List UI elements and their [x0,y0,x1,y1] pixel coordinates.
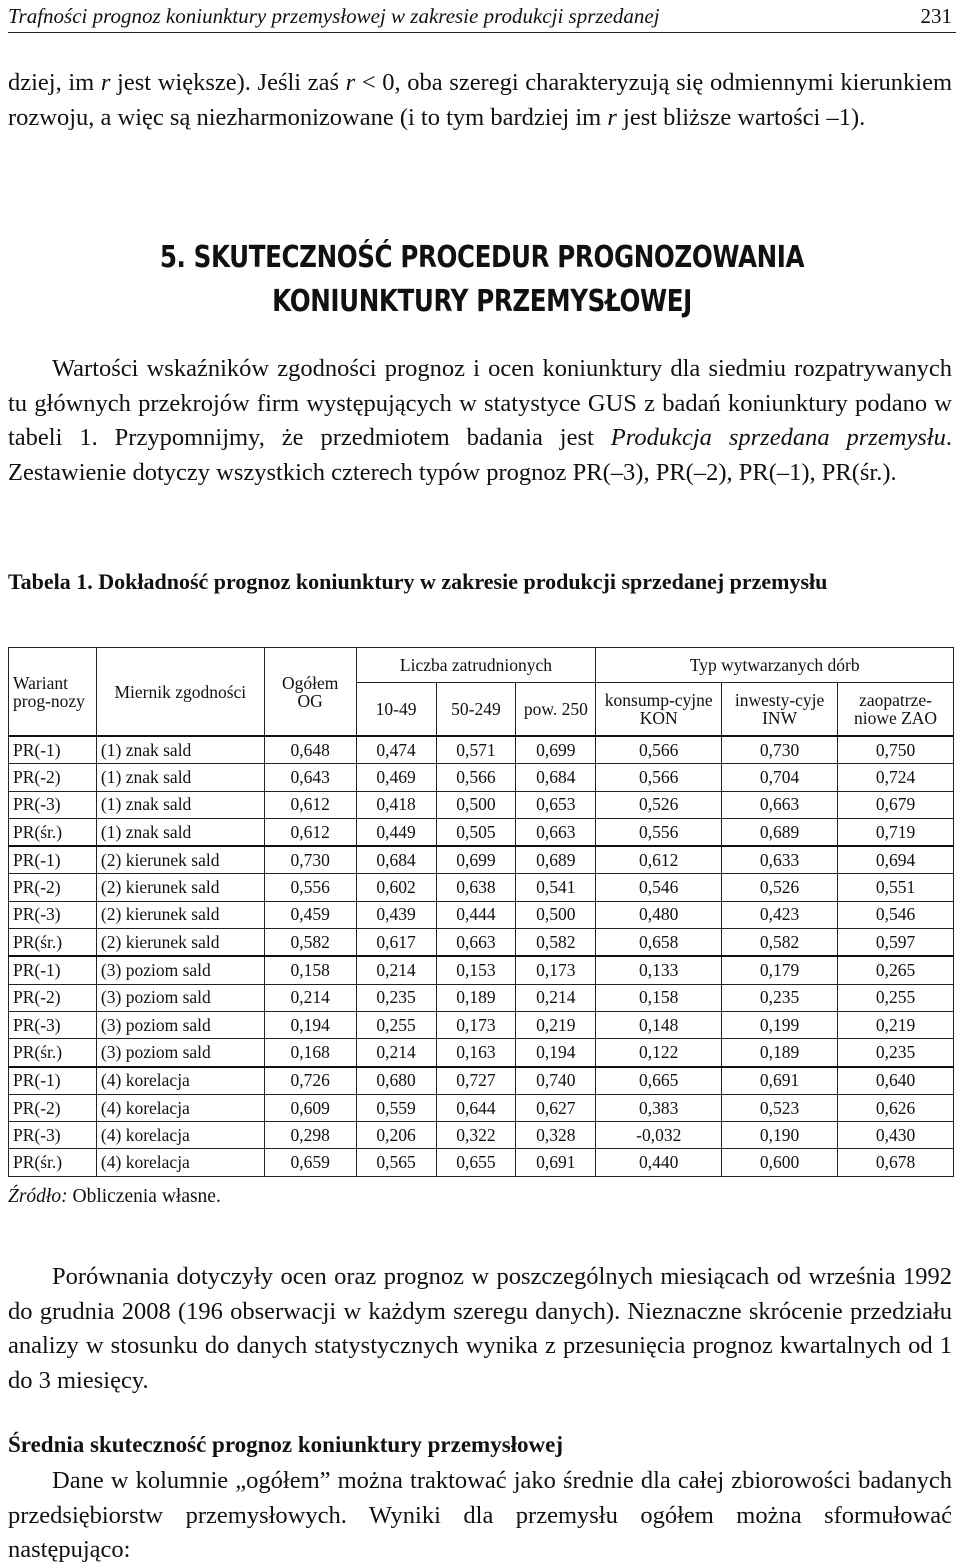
intro-text-4: jest bliższe wartości –1). [616,103,866,131]
cell-zao: 0,694 [838,846,954,874]
intro-paragraph [8,66,952,135]
para2-italic: Produkcja sprzedana przemysłu [610,424,946,451]
cell-variant: PR(-3) [9,1122,97,1149]
cell-emp-50-249: 0,153 [436,956,516,984]
cell-measure: (2) kierunek sald [96,901,264,928]
page-number: 231 [920,4,952,28]
cell-emp-250: 0,582 [516,929,596,957]
table-row [9,1122,954,1149]
header-variant: Wariant prog-nozy [9,648,97,737]
body-paragraph-table-intro [8,352,952,490]
table-body [9,736,954,1176]
cell-emp-10-49: 0,214 [356,1039,436,1067]
table-row [9,1039,954,1067]
cell-emp-10-49: 0,684 [356,846,436,874]
cell-emp-50-249: 0,444 [436,901,516,928]
cell-kon: 0,526 [596,791,722,818]
cell-variant: PR(-2) [9,764,97,791]
cell-zao: 0,597 [838,929,954,957]
cell-variant: PR(śr.) [9,929,97,957]
table-row [9,736,954,764]
cell-measure: (1) znak sald [96,764,264,791]
para2-text-2: . Zestawienie dotyczy wszystkich czterech typów prognoz PR(–3), PR(–2), PR(–1), PR(śr.). [8,424,952,486]
cell-inw: 0,704 [722,764,838,791]
cell-kon: 0,158 [596,984,722,1011]
cell-emp-10-49: 0,206 [356,1122,436,1149]
cell-kon: -0,032 [596,1122,722,1149]
accuracy-table [8,647,954,1177]
cell-emp-250: 0,194 [516,1039,596,1067]
cell-zao: 0,551 [838,874,954,901]
table-row [9,1094,954,1121]
cell-inw: 0,600 [722,1149,838,1176]
cell-kon: 0,480 [596,901,722,928]
cell-emp-50-249: 0,189 [436,984,516,1011]
cell-emp-250: 0,699 [516,736,596,764]
intro-text-1: dziej, im [8,69,101,96]
cell-total: 0,609 [264,1094,356,1121]
table-row [9,956,954,984]
cell-emp-10-49: 0,680 [356,1067,436,1095]
cell-total: 0,612 [264,818,356,846]
cell-inw: 0,633 [722,846,838,874]
cell-emp-250: 0,173 [516,956,596,984]
header-emp-250: pow. 250 [516,683,596,737]
cell-emp-10-49: 0,617 [356,929,436,957]
cell-emp-50-249: 0,322 [436,1122,516,1149]
header-measure: Miernik zgodności [96,648,264,737]
cell-kon: 0,383 [596,1094,722,1121]
subsection-heading: Średnia skuteczność prognoz koniunktury przemysłowej [8,1432,564,1457]
cell-measure: (3) poziom sald [96,984,264,1011]
cell-zao: 0,430 [838,1122,954,1149]
cell-inw: 0,730 [722,736,838,764]
cell-zao: 0,235 [838,1039,954,1067]
cell-emp-250: 0,500 [516,901,596,928]
cell-measure: (3) poziom sald [96,1011,264,1038]
cell-zao: 0,679 [838,791,954,818]
cell-measure: (2) kierunek sald [96,929,264,957]
cell-zao: 0,626 [838,1094,954,1121]
cell-zao: 0,546 [838,901,954,928]
cell-emp-10-49: 0,602 [356,874,436,901]
cell-inw: 0,423 [722,901,838,928]
cell-emp-10-49: 0,439 [356,901,436,928]
body-paragraph-period: Porównania dotyczyły ocen oraz prognoz w poszczególnych miesiącach od września 1992 do grudnia 2008 (196 obserwacji w każdym szeregu danych). Nieznaczne skrócenie przedziału analizy w stosunku do danych statystycznych wynika z przesunięcia prognoz kwartalnych od 1 do 3 miesięcy. [8,1263,952,1394]
cell-zao: 0,724 [838,764,954,791]
cell-variant: PR(-1) [9,956,97,984]
intro-text-2: jest większe). Jeśli zaś [110,69,346,96]
cell-emp-250: 0,541 [516,874,596,901]
section-heading-line-2: KONIUNKTURY PRZEMYSŁOWEJ [272,284,692,319]
cell-zao: 0,219 [838,1011,954,1038]
cell-total: 0,556 [264,874,356,901]
cell-inw: 0,189 [722,1039,838,1067]
cell-inw: 0,663 [722,791,838,818]
intro-var-r-2: r [345,69,356,96]
cell-variant: PR(śr.) [9,818,97,846]
source-label: Źródło: [8,1186,68,1207]
cell-total: 0,298 [264,1122,356,1149]
cell-total: 0,648 [264,736,356,764]
running-header [8,2,956,33]
cell-emp-250: 0,663 [516,818,596,846]
cell-zao: 0,719 [838,818,954,846]
cell-variant: PR(-1) [9,1067,97,1095]
table-row [9,1067,954,1095]
cell-total: 0,730 [264,846,356,874]
cell-zao: 0,255 [838,984,954,1011]
cell-emp-50-249: 0,644 [436,1094,516,1121]
cell-variant: PR(-3) [9,901,97,928]
intro-var-r-3: r [607,103,617,131]
table-source [8,1186,221,1208]
cell-emp-250: 0,691 [516,1149,596,1176]
cell-emp-50-249: 0,505 [436,818,516,846]
cell-inw: 0,691 [722,1067,838,1095]
cell-emp-50-249: 0,500 [436,791,516,818]
intro-var-r-1: r [100,69,111,96]
cell-variant: PR(-2) [9,984,97,1011]
cell-emp-50-249: 0,566 [436,764,516,791]
cell-kon: 0,148 [596,1011,722,1038]
header-emp-10-49: 10-49 [356,683,436,737]
cell-variant: PR(-1) [9,846,97,874]
cell-emp-250: 0,740 [516,1067,596,1095]
header-inw: inwesty-cyje INW [722,683,838,737]
cell-emp-250: 0,214 [516,984,596,1011]
cell-inw: 0,190 [722,1122,838,1149]
cell-kon: 0,122 [596,1039,722,1067]
header-employment-group: Liczba zatrudnionych [356,648,596,683]
cell-emp-250: 0,689 [516,846,596,874]
cell-kon: 0,546 [596,874,722,901]
table-row [9,764,954,791]
cell-emp-250: 0,653 [516,791,596,818]
section-heading-line-1: 5. SKUTECZNOŚĆ PROCEDUR PROGNOZOWANIA [159,240,805,275]
table-row [9,1011,954,1038]
cell-inw: 0,235 [722,984,838,1011]
cell-emp-250: 0,328 [516,1122,596,1149]
header-kon: konsump-cyjne KON [596,683,722,737]
cell-kon: 0,566 [596,736,722,764]
table-row [9,929,954,957]
cell-emp-10-49: 0,474 [356,736,436,764]
cell-emp-10-49: 0,235 [356,984,436,1011]
cell-total: 0,194 [264,1011,356,1038]
cell-variant: PR(-3) [9,1011,97,1038]
table-row [9,984,954,1011]
cell-emp-10-49: 0,255 [356,1011,436,1038]
cell-total: 0,643 [264,764,356,791]
cell-emp-50-249: 0,173 [436,1011,516,1038]
cell-measure: (3) poziom sald [96,956,264,984]
cell-emp-50-249: 0,163 [436,1039,516,1067]
cell-total: 0,612 [264,791,356,818]
cell-measure: (1) znak sald [96,791,264,818]
cell-inw: 0,179 [722,956,838,984]
source-text: Obliczenia własne. [67,1186,221,1207]
cell-variant: PR(-2) [9,874,97,901]
table-row [9,901,954,928]
table-row [9,1149,954,1176]
cell-kon: 0,556 [596,818,722,846]
cell-emp-10-49: 0,418 [356,791,436,818]
cell-measure: (4) korelacja [96,1149,264,1176]
header-total: Ogółem OG [264,648,356,737]
cell-inw: 0,526 [722,874,838,901]
cell-variant: PR(śr.) [9,1039,97,1067]
running-title: Trafności prognoz koniunktury przemysłowej w zakresie produkcji sprzedanej [8,4,660,28]
table-caption: Tabela 1. Dokładność prognoz koniunktury w zakresie produkcji sprzedanej przemysłu [8,569,828,594]
cell-kon: 0,612 [596,846,722,874]
cell-zao: 0,678 [838,1149,954,1176]
para2-text-1: Wartości wskaźników zgodności prognoz i ocen koniunktury dla siedmiu rozpatrywanych tu głównych przekrojów firm występujących w statystyce GUS z badań koniunktury podano w tabeli 1. Przypomnijmy, że przedmiotem badania jest [8,355,952,451]
cell-total: 0,582 [264,929,356,957]
cell-measure: (3) poziom sald [96,1039,264,1067]
cell-measure: (4) korelacja [96,1122,264,1149]
cell-kon: 0,665 [596,1067,722,1095]
cell-emp-10-49: 0,469 [356,764,436,791]
cell-zao: 0,640 [838,1067,954,1095]
cell-measure: (1) znak sald [96,736,264,764]
cell-total: 0,214 [264,984,356,1011]
body-paragraph-results: Dane w kolumnie „ogółem” można traktować jako średnie dla całej zbiorowości badanych przedsiębiorstw przemysłowych. Wyniki dla przemysłu ogółem można sformułować następująco: [8,1467,952,1563]
cell-inw: 0,689 [722,818,838,846]
cell-measure: (1) znak sald [96,818,264,846]
section-heading [93,236,870,324]
cell-total: 0,158 [264,956,356,984]
cell-emp-50-249: 0,699 [436,846,516,874]
cell-inw: 0,523 [722,1094,838,1121]
cell-total: 0,659 [264,1149,356,1176]
cell-emp-10-49: 0,449 [356,818,436,846]
table-row [9,818,954,846]
cell-variant: PR(śr.) [9,1149,97,1176]
cell-kon: 0,133 [596,956,722,984]
intro-text-3: < 0, oba szeregi charakteryzują się odmiennymi kierunkiem rozwoju, a więc są niezharmonizowane (i to tym bardziej im [8,69,952,131]
cell-emp-10-49: 0,565 [356,1149,436,1176]
cell-emp-250: 0,684 [516,764,596,791]
cell-zao: 0,750 [838,736,954,764]
table-row [9,846,954,874]
cell-total: 0,459 [264,901,356,928]
cell-zao: 0,265 [838,956,954,984]
cell-emp-50-249: 0,655 [436,1149,516,1176]
cell-kon: 0,566 [596,764,722,791]
cell-variant: PR(-3) [9,791,97,818]
table-row [9,791,954,818]
cell-measure: (4) korelacja [96,1094,264,1121]
cell-emp-10-49: 0,214 [356,956,436,984]
cell-measure: (4) korelacja [96,1067,264,1095]
cell-total: 0,168 [264,1039,356,1067]
cell-emp-250: 0,627 [516,1094,596,1121]
cell-measure: (2) kierunek sald [96,874,264,901]
cell-kon: 0,658 [596,929,722,957]
cell-variant: PR(-2) [9,1094,97,1121]
table-row [9,874,954,901]
cell-emp-50-249: 0,727 [436,1067,516,1095]
cell-emp-50-249: 0,638 [436,874,516,901]
header-zao: zaopatrze-niowe ZAO [838,683,954,737]
cell-emp-10-49: 0,559 [356,1094,436,1121]
header-goods-group: Typ wytwarzanych dórb [596,648,954,683]
cell-emp-250: 0,219 [516,1011,596,1038]
cell-inw: 0,582 [722,929,838,957]
cell-measure: (2) kierunek sald [96,846,264,874]
cell-emp-50-249: 0,663 [436,929,516,957]
header-emp-50-249: 50-249 [436,683,516,737]
cell-variant: PR(-1) [9,736,97,764]
cell-emp-50-249: 0,571 [436,736,516,764]
cell-inw: 0,199 [722,1011,838,1038]
cell-kon: 0,440 [596,1149,722,1176]
cell-total: 0,726 [264,1067,356,1095]
